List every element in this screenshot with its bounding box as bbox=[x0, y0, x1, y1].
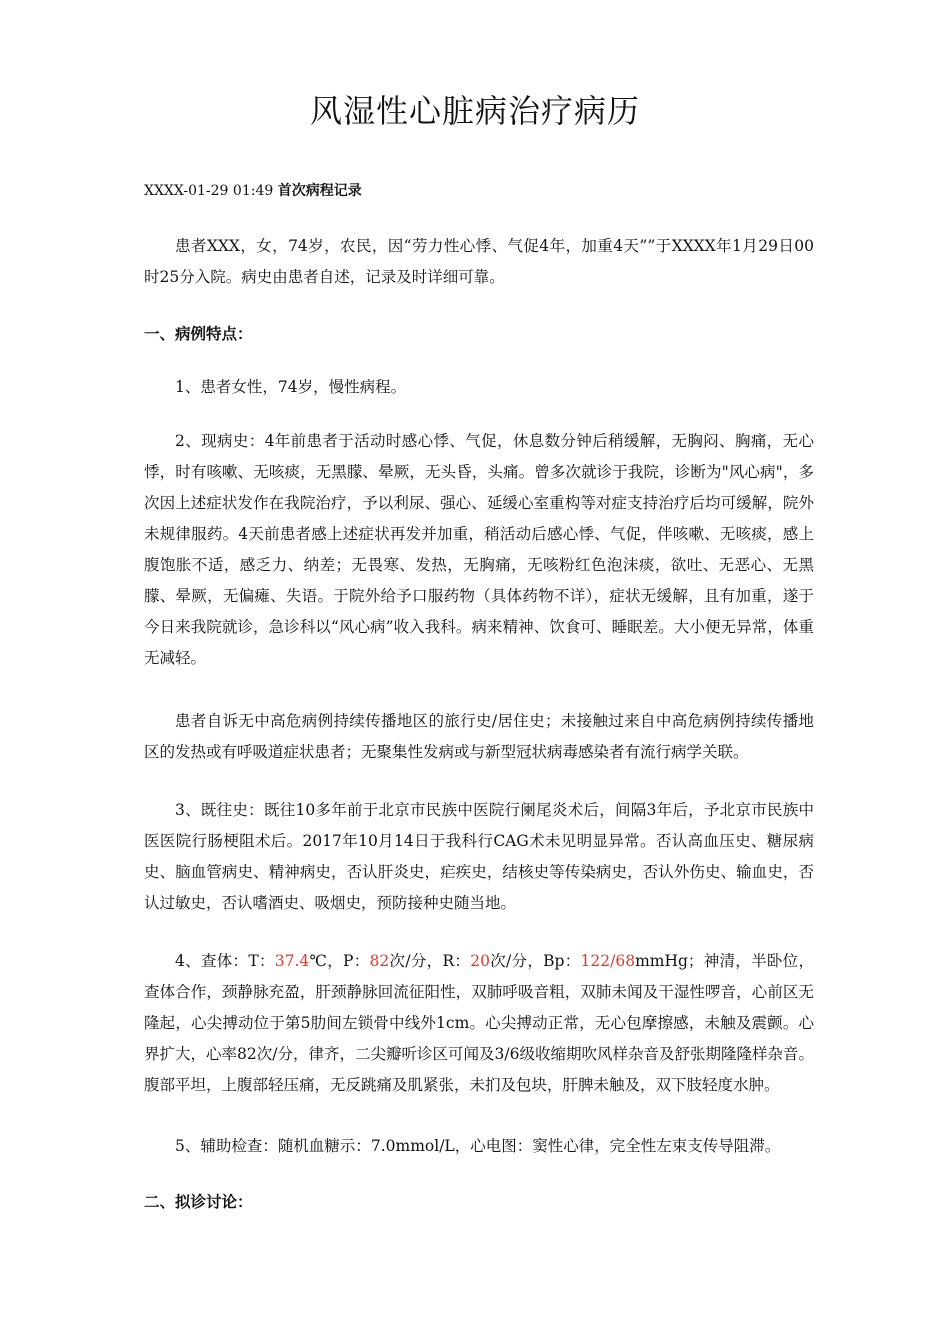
item-4-physical-exam-paragraph bbox=[144, 946, 814, 1101]
item-2-history-paragraph: 2、现病史：4年前患者于活动时感心悸、气促，休息数分钟后稍缓解，无胸闷、胸痛，无心悸，时有咳嗽、无咳痰，无黑朦、晕厥，无头昏，头痛。曾多次就诊于我院，诊断为"风心病"，多次因上述症状发作在我院治疗，予以利尿、强心、延缓心室重构等对症支持治疗后均可缓解，院外未规律服药。4天前患者感上述症状再发并加重，稍活动后感心悸、气促，伴咳嗽、无咳痰，感上腹饱胀不适，感乏力、纳差；无畏寒、发热，无胸痛，无咳粉红色泡沫痰，欲吐、无恶心、无黑朦、晕厥，无偏瘫、失语。于院外给予口服药物（具体药物不详），症状无缓解，且有加重，遂于今日来我院就诊，急诊科以“风心病”收入我科。病来精神、饮食可、睡眠差。大小便无异常，体重无减轻。 bbox=[144, 432, 814, 667]
section-heading-diagnosis-discussion: 二、拟诊讨论： bbox=[144, 1193, 253, 1211]
exam-prefix: 4、查体：T： bbox=[175, 952, 275, 970]
pulse-unit: 次/分，R： bbox=[389, 952, 471, 970]
blood-pressure-value: 122/68 bbox=[580, 952, 636, 970]
item-5-auxiliary-exam-paragraph: 5、辅助检查：随机血糖示：7.0mmol/L，心电图：窦性心律，完全性左束支传导阻滞。 bbox=[175, 1137, 781, 1155]
intro-paragraph: 患者XXX，女，74岁，农民，因“劳力性心悸、气促4年，加重4天””于XXXX年1月29日00时25分入院。病史由患者自述，记录及时详细可靠。 bbox=[144, 237, 814, 286]
temperature-unit: ℃，P： bbox=[309, 952, 370, 970]
respiration-unit: 次/分，Bp： bbox=[489, 952, 581, 970]
record-type: 首次病程记录 bbox=[277, 183, 362, 199]
temperature-value: 37.4 bbox=[274, 952, 310, 970]
document-title: 风湿性心脏病治疗病历 bbox=[309, 92, 640, 130]
record-datetime: XXXX-01-29 01:49 bbox=[144, 183, 274, 199]
section-heading-case-features: 一、病例特点： bbox=[144, 325, 253, 343]
item-3-past-history-paragraph: 3、既往史：既往10多年前于北京市民族中医院行阑尾炎术后，间隔3年后，予北京市民族中医医院行肠梗阻术后。2017年10月14日于我科行CAG术未见明显异常。否认高血压史、糖尿病史、脑血管病史、精神病史，否认肝炎史，疟疾史，结核史等传染病史，否认外伤史、输血史，否认过敏史，否认嗜酒史、吸烟史，预防接种史随当地。 bbox=[144, 801, 814, 912]
item-1-paragraph: 1、患者女性，74岁，慢性病程。 bbox=[175, 378, 407, 396]
exam-details: mmHg；神清，半卧位，查体合作，颈静脉充盈，肝颈静脉回流征阳性，双肺呼吸音粗，双肺未闻及干湿性啰音，心前区无隆起，心尖搏动位于第5肋间左锁骨中线外1cm。心尖搏动正常，无心包摩擦感，未触及震颤。心界扩大，心率82次/分，律齐，二尖瓣听诊区可闻及3/6级收缩期吹风样杂音及舒张期隆隆样杂音。腹部平坦，上腹部轻压痛，无反跳痛及肌紧张，未扪及包块，肝脾未触及，双下肢轻度水肿。 bbox=[144, 952, 814, 1094]
pulse-value: 82 bbox=[369, 952, 390, 970]
record-header bbox=[144, 180, 362, 200]
epidemiology-paragraph: 患者自诉无中高危病例持续传播地区的旅行史/居住史；未接触过来自中高危病例持续传播地区的发热或有呼吸道症状患者；无聚集性发病或与新型冠状病毒感染者有流行病学关联。 bbox=[144, 712, 814, 761]
respiration-value: 20 bbox=[470, 952, 490, 970]
